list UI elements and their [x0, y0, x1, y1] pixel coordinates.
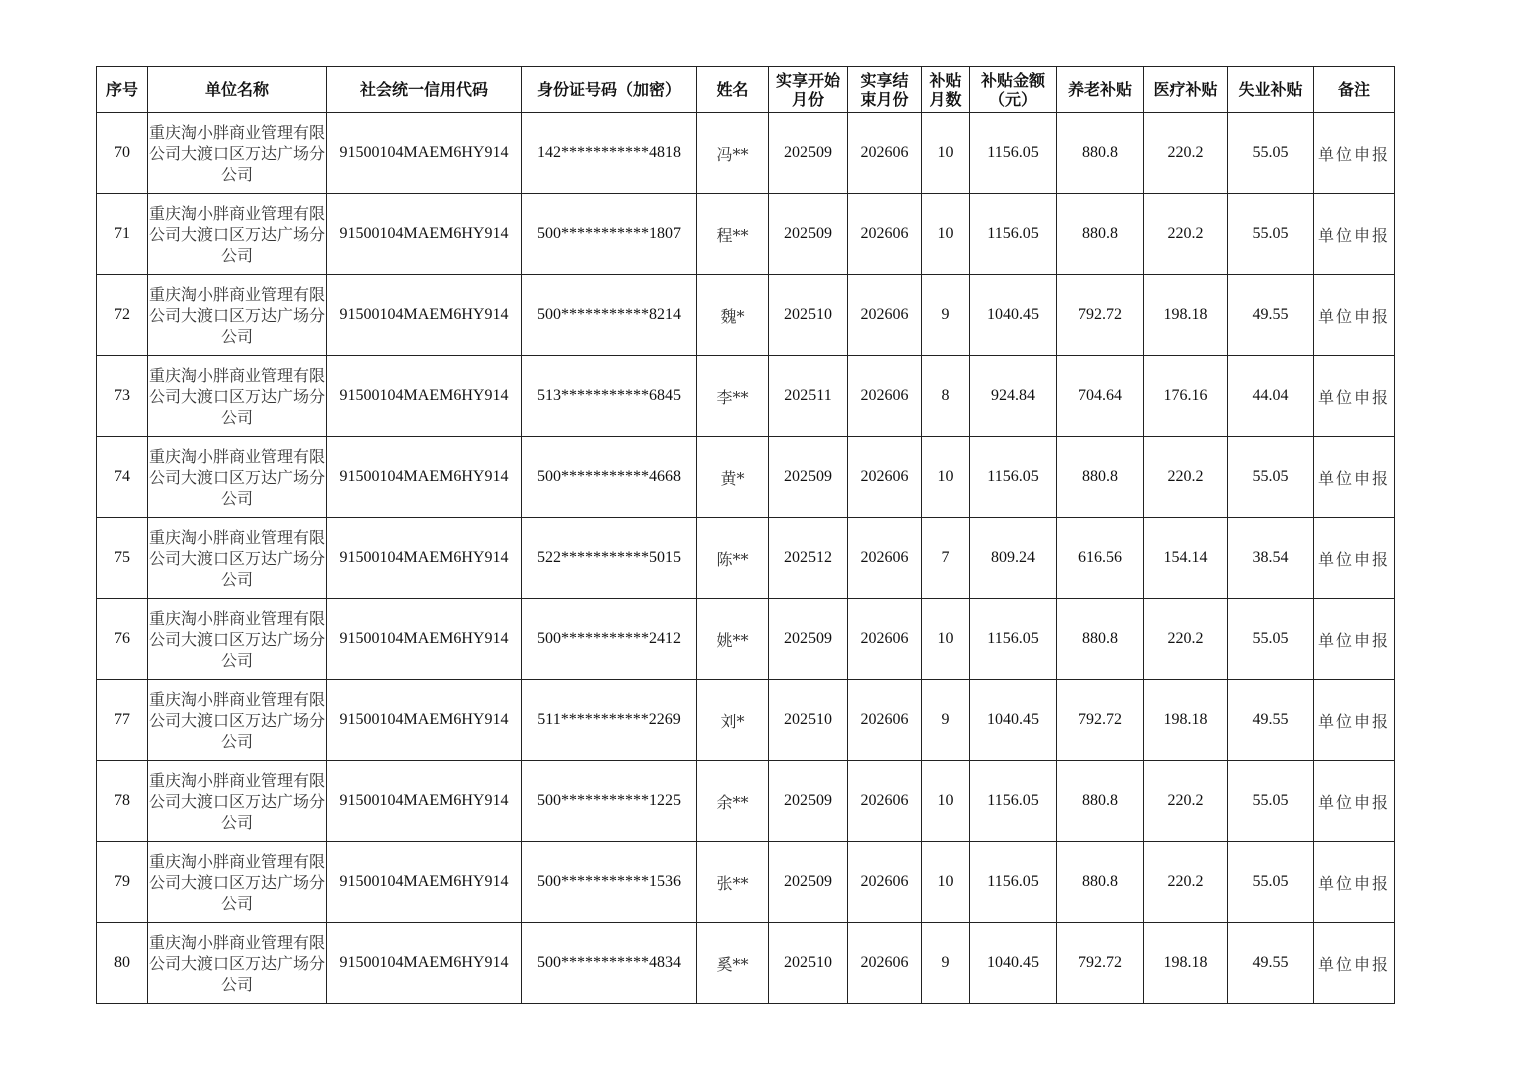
- months-cell: 9: [922, 923, 970, 1004]
- end-month-cell: 202606: [848, 761, 922, 842]
- unit-name-cell: 重庆淘小胖商业管理有限公司大渡口区万达广场分公司: [148, 518, 327, 599]
- name-cell: 魏*: [697, 275, 769, 356]
- credit-code-cell: 91500104MAEM6HY914: [327, 356, 522, 437]
- months-cell: 10: [922, 437, 970, 518]
- pension-cell: 616.56: [1057, 518, 1144, 599]
- amount-cell: 1040.45: [970, 275, 1057, 356]
- start-month-cell: 202509: [769, 113, 848, 194]
- medical-cell: 220.2: [1144, 761, 1228, 842]
- header-unit-name: 单位名称: [148, 67, 327, 113]
- name-cell: 李**: [697, 356, 769, 437]
- months-cell: 9: [922, 275, 970, 356]
- header-credit-code: 社会统一信用代码: [327, 67, 522, 113]
- start-month-cell: 202509: [769, 842, 848, 923]
- header-end-month: 实享结 束月份: [848, 67, 922, 113]
- seq-cell: 77: [97, 680, 148, 761]
- end-month-cell: 202606: [848, 113, 922, 194]
- credit-code-cell: 91500104MAEM6HY914: [327, 842, 522, 923]
- name-cell: 余**: [697, 761, 769, 842]
- months-cell: 9: [922, 680, 970, 761]
- unemployment-cell: 44.04: [1228, 356, 1314, 437]
- amount-cell: 1156.05: [970, 113, 1057, 194]
- unemployment-cell: 55.05: [1228, 113, 1314, 194]
- name-cell: 陈**: [697, 518, 769, 599]
- unemployment-cell: 49.55: [1228, 275, 1314, 356]
- medical-cell: 176.16: [1144, 356, 1228, 437]
- medical-cell: 198.18: [1144, 275, 1228, 356]
- start-month-cell: 202509: [769, 599, 848, 680]
- id-number-cell: 500***********4668: [522, 437, 697, 518]
- months-cell: 10: [922, 113, 970, 194]
- header-start-month: 实享开始 月份: [769, 67, 848, 113]
- id-number-cell: 511***********2269: [522, 680, 697, 761]
- header-name: 姓名: [697, 67, 769, 113]
- id-number-cell: 142***********4818: [522, 113, 697, 194]
- table-row: [97, 194, 1395, 275]
- unit-name-cell: 重庆淘小胖商业管理有限公司大渡口区万达广场分公司: [148, 275, 327, 356]
- name-cell: 黄*: [697, 437, 769, 518]
- header-unemployment: 失业补贴: [1228, 67, 1314, 113]
- id-number-cell: 500***********1536: [522, 842, 697, 923]
- unemployment-cell: 55.05: [1228, 194, 1314, 275]
- months-cell: 8: [922, 356, 970, 437]
- seq-cell: 80: [97, 923, 148, 1004]
- id-number-cell: 500***********4834: [522, 923, 697, 1004]
- table-row: [97, 680, 1395, 761]
- table-row: [97, 761, 1395, 842]
- end-month-cell: 202606: [848, 437, 922, 518]
- amount-cell: 1156.05: [970, 194, 1057, 275]
- medical-cell: 198.18: [1144, 680, 1228, 761]
- credit-code-cell: 91500104MAEM6HY914: [327, 761, 522, 842]
- header-note: 备注: [1314, 67, 1395, 113]
- note-cell: 单位申报: [1314, 437, 1395, 518]
- header-seq: 序号: [97, 67, 148, 113]
- amount-cell: 1156.05: [970, 842, 1057, 923]
- table-row: [97, 518, 1395, 599]
- note-cell: 单位申报: [1314, 842, 1395, 923]
- credit-code-cell: 91500104MAEM6HY914: [327, 680, 522, 761]
- unemployment-cell: 55.05: [1228, 761, 1314, 842]
- months-cell: 10: [922, 599, 970, 680]
- id-number-cell: 500***********1807: [522, 194, 697, 275]
- unemployment-cell: 55.05: [1228, 437, 1314, 518]
- end-month-cell: 202606: [848, 356, 922, 437]
- pension-cell: 880.8: [1057, 761, 1144, 842]
- months-cell: 10: [922, 842, 970, 923]
- table-row: [97, 599, 1395, 680]
- start-month-cell: 202510: [769, 923, 848, 1004]
- unemployment-cell: 55.05: [1228, 842, 1314, 923]
- name-cell: 姚**: [697, 599, 769, 680]
- amount-cell: 1156.05: [970, 437, 1057, 518]
- id-number-cell: 513***********6845: [522, 356, 697, 437]
- credit-code-cell: 91500104MAEM6HY914: [327, 113, 522, 194]
- start-month-cell: 202509: [769, 437, 848, 518]
- name-cell: 程**: [697, 194, 769, 275]
- note-cell: 单位申报: [1314, 518, 1395, 599]
- seq-cell: 71: [97, 194, 148, 275]
- table-row: [97, 437, 1395, 518]
- end-month-cell: 202606: [848, 680, 922, 761]
- months-cell: 10: [922, 194, 970, 275]
- amount-cell: 1040.45: [970, 680, 1057, 761]
- credit-code-cell: 91500104MAEM6HY914: [327, 518, 522, 599]
- note-cell: 单位申报: [1314, 356, 1395, 437]
- header-row: [97, 67, 1395, 113]
- medical-cell: 154.14: [1144, 518, 1228, 599]
- start-month-cell: 202512: [769, 518, 848, 599]
- seq-cell: 70: [97, 113, 148, 194]
- unit-name-cell: 重庆淘小胖商业管理有限公司大渡口区万达广场分公司: [148, 761, 327, 842]
- medical-cell: 220.2: [1144, 842, 1228, 923]
- months-cell: 10: [922, 761, 970, 842]
- seq-cell: 72: [97, 275, 148, 356]
- header-pension: 养老补贴: [1057, 67, 1144, 113]
- start-month-cell: 202510: [769, 275, 848, 356]
- credit-code-cell: 91500104MAEM6HY914: [327, 599, 522, 680]
- start-month-cell: 202509: [769, 761, 848, 842]
- table-body: [97, 113, 1395, 1004]
- seq-cell: 74: [97, 437, 148, 518]
- amount-cell: 1156.05: [970, 599, 1057, 680]
- header-medical: 医疗补贴: [1144, 67, 1228, 113]
- pension-cell: 880.8: [1057, 113, 1144, 194]
- end-month-cell: 202606: [848, 842, 922, 923]
- note-cell: 单位申报: [1314, 680, 1395, 761]
- medical-cell: 220.2: [1144, 113, 1228, 194]
- seq-cell: 73: [97, 356, 148, 437]
- amount-cell: 924.84: [970, 356, 1057, 437]
- seq-cell: 79: [97, 842, 148, 923]
- end-month-cell: 202606: [848, 275, 922, 356]
- medical-cell: 220.2: [1144, 437, 1228, 518]
- unit-name-cell: 重庆淘小胖商业管理有限公司大渡口区万达广场分公司: [148, 437, 327, 518]
- id-number-cell: 500***********8214: [522, 275, 697, 356]
- table-row: [97, 275, 1395, 356]
- months-cell: 7: [922, 518, 970, 599]
- name-cell: 冯**: [697, 113, 769, 194]
- credit-code-cell: 91500104MAEM6HY914: [327, 923, 522, 1004]
- end-month-cell: 202606: [848, 518, 922, 599]
- amount-cell: 1156.05: [970, 761, 1057, 842]
- name-cell: 张**: [697, 842, 769, 923]
- seq-cell: 78: [97, 761, 148, 842]
- seq-cell: 75: [97, 518, 148, 599]
- pension-cell: 880.8: [1057, 842, 1144, 923]
- pension-cell: 880.8: [1057, 194, 1144, 275]
- unemployment-cell: 55.05: [1228, 599, 1314, 680]
- note-cell: 单位申报: [1314, 599, 1395, 680]
- unit-name-cell: 重庆淘小胖商业管理有限公司大渡口区万达广场分公司: [148, 113, 327, 194]
- pension-cell: 704.64: [1057, 356, 1144, 437]
- credit-code-cell: 91500104MAEM6HY914: [327, 437, 522, 518]
- table-row: [97, 356, 1395, 437]
- id-number-cell: 500***********2412: [522, 599, 697, 680]
- name-cell: 奚**: [697, 923, 769, 1004]
- medical-cell: 220.2: [1144, 599, 1228, 680]
- note-cell: 单位申报: [1314, 113, 1395, 194]
- pension-cell: 792.72: [1057, 680, 1144, 761]
- seq-cell: 76: [97, 599, 148, 680]
- subsidy-table: [96, 66, 1395, 1004]
- credit-code-cell: 91500104MAEM6HY914: [327, 194, 522, 275]
- unit-name-cell: 重庆淘小胖商业管理有限公司大渡口区万达广场分公司: [148, 194, 327, 275]
- unit-name-cell: 重庆淘小胖商业管理有限公司大渡口区万达广场分公司: [148, 599, 327, 680]
- unit-name-cell: 重庆淘小胖商业管理有限公司大渡口区万达广场分公司: [148, 356, 327, 437]
- start-month-cell: 202509: [769, 194, 848, 275]
- name-cell: 刘*: [697, 680, 769, 761]
- unemployment-cell: 49.55: [1228, 680, 1314, 761]
- pension-cell: 792.72: [1057, 923, 1144, 1004]
- header-amount: 补贴金额 （元）: [970, 67, 1057, 113]
- unit-name-cell: 重庆淘小胖商业管理有限公司大渡口区万达广场分公司: [148, 680, 327, 761]
- unemployment-cell: 38.54: [1228, 518, 1314, 599]
- unit-name-cell: 重庆淘小胖商业管理有限公司大渡口区万达广场分公司: [148, 923, 327, 1004]
- start-month-cell: 202510: [769, 680, 848, 761]
- table-row: [97, 842, 1395, 923]
- unemployment-cell: 49.55: [1228, 923, 1314, 1004]
- note-cell: 单位申报: [1314, 275, 1395, 356]
- pension-cell: 880.8: [1057, 599, 1144, 680]
- id-number-cell: 500***********1225: [522, 761, 697, 842]
- medical-cell: 220.2: [1144, 194, 1228, 275]
- end-month-cell: 202606: [848, 599, 922, 680]
- credit-code-cell: 91500104MAEM6HY914: [327, 275, 522, 356]
- header-months: 补贴 月数: [922, 67, 970, 113]
- table-row: [97, 923, 1395, 1004]
- end-month-cell: 202606: [848, 194, 922, 275]
- pension-cell: 792.72: [1057, 275, 1144, 356]
- amount-cell: 809.24: [970, 518, 1057, 599]
- note-cell: 单位申报: [1314, 194, 1395, 275]
- header-id-number: 身份证号码（加密）: [522, 67, 697, 113]
- table-row: [97, 113, 1395, 194]
- unit-name-cell: 重庆淘小胖商业管理有限公司大渡口区万达广场分公司: [148, 842, 327, 923]
- end-month-cell: 202606: [848, 923, 922, 1004]
- note-cell: 单位申报: [1314, 923, 1395, 1004]
- note-cell: 单位申报: [1314, 761, 1395, 842]
- start-month-cell: 202511: [769, 356, 848, 437]
- medical-cell: 198.18: [1144, 923, 1228, 1004]
- id-number-cell: 522***********5015: [522, 518, 697, 599]
- amount-cell: 1040.45: [970, 923, 1057, 1004]
- pension-cell: 880.8: [1057, 437, 1144, 518]
